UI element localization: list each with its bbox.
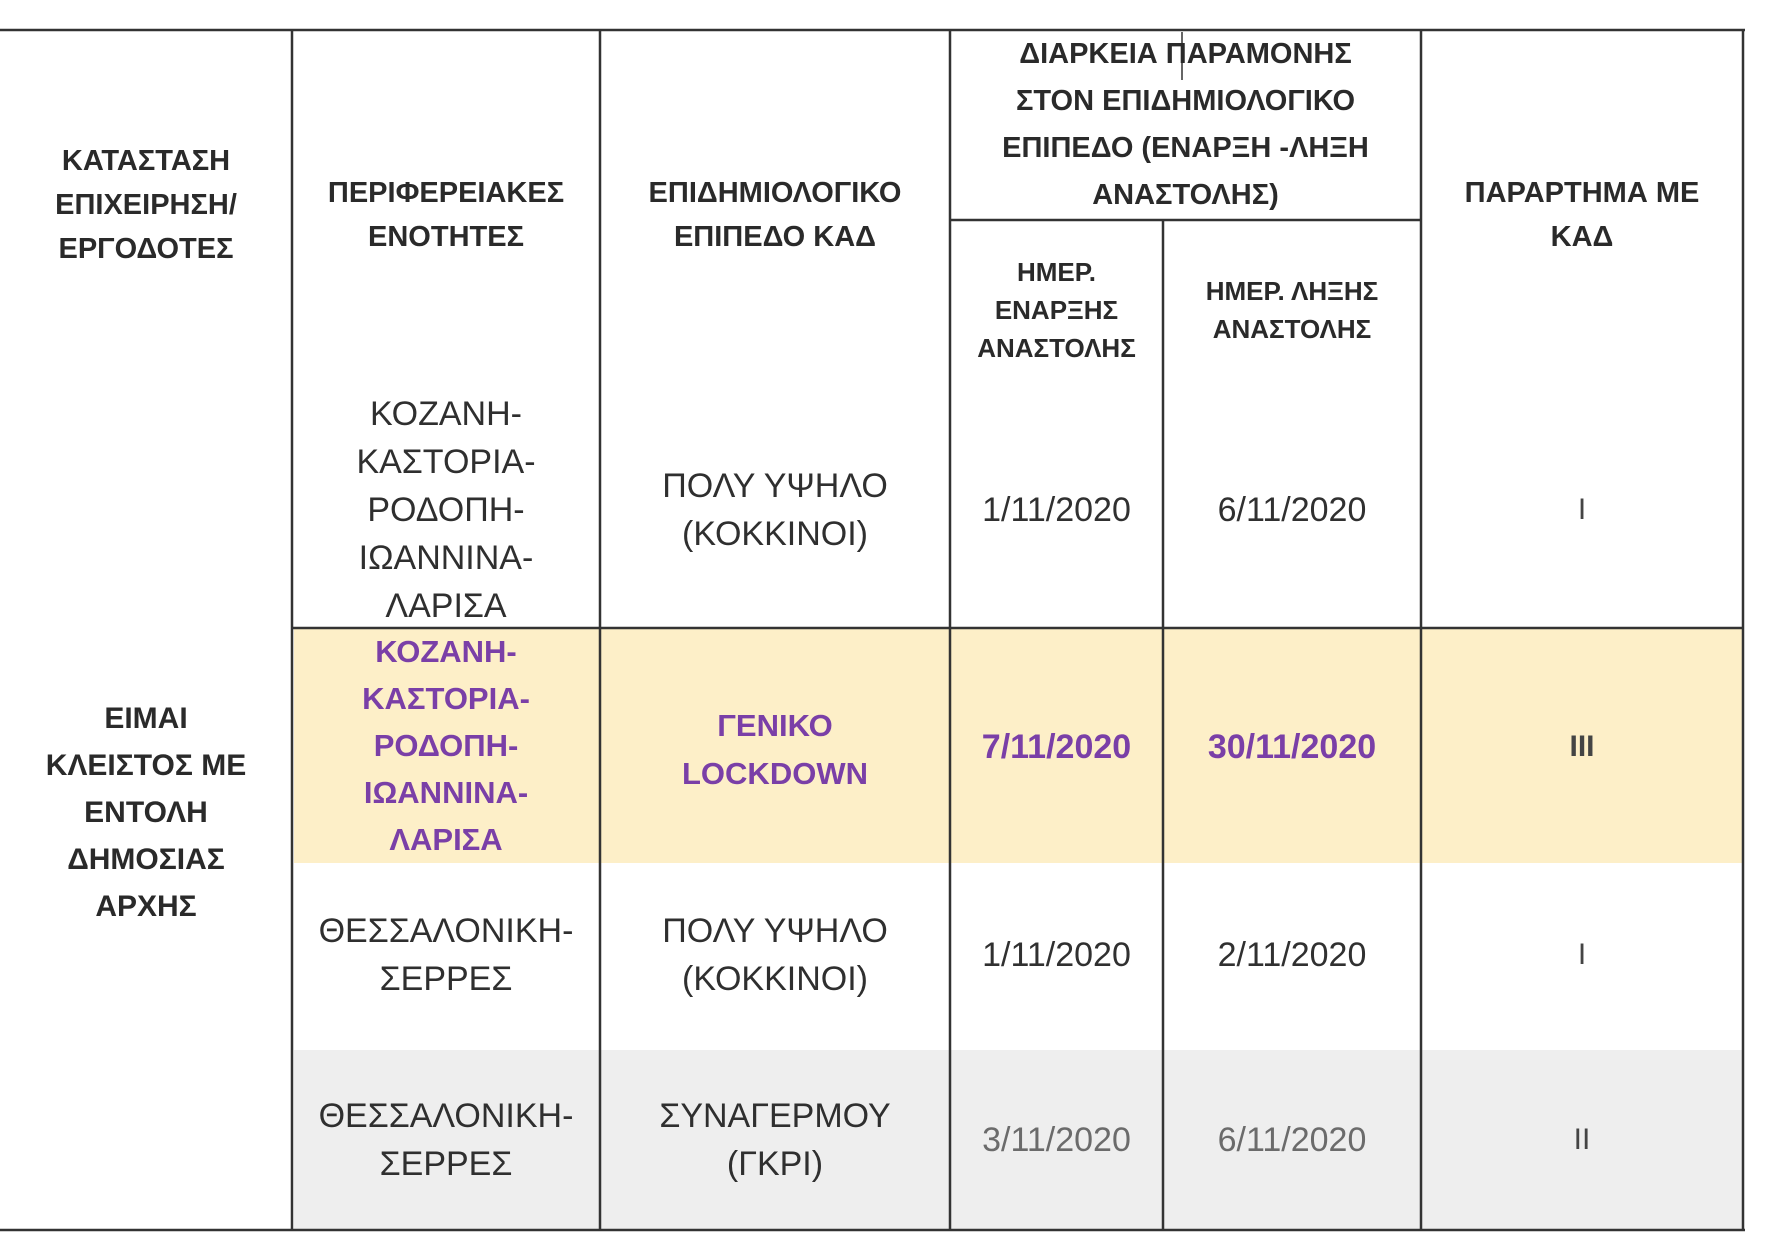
- header-level: ΕΠΙΔΗΜΙΟΛΟΓΙΚΟ ΕΠΙΠΕΔΟ ΚΑΔ: [648, 177, 902, 253]
- row1-level: ΠΟΛΥ ΥΨΗΛΟ (ΚΟΚΚΙΝΟΙ): [662, 467, 888, 553]
- header-status: ΚΑΤΑΣΤΑΣΗ ΕΠΙΧΕΙΡΗΣΗ/ ΕΡΓΟΔΟΤΕΣ: [55, 145, 237, 265]
- row2-end-date: 30/11/2020: [1207, 727, 1377, 766]
- row2-start-date: 7/11/2020: [981, 727, 1132, 766]
- row4-annex: II: [1573, 1123, 1591, 1156]
- row4-regions: ΘΕΣΣΑΛΟΝΙΚΗ- ΣΕΡΡΕΣ: [318, 1097, 574, 1183]
- row1-start-date: 1/11/2020: [982, 490, 1131, 529]
- row1-end-date: 6/11/2020: [1217, 490, 1367, 529]
- status-label: ΕΙΜΑΙ ΚΛΕΙΣΤΟΣ ΜΕ ΕΝΤΟΛΗ ΔΗΜΟΣΙΑΣ ΑΡΧΗΣ: [45, 702, 247, 923]
- row2-regions: ΚΟΖΑΝΗ- ΚΑΣΤΟΡΙΑ- ΡΟΔΟΠΗ- ΙΩΑΝΝΙΝΑ- ΛΑΡΙΣΑ: [362, 633, 530, 857]
- header-start-date: ΗΜΕΡ. ΕΝΑΡΞΗΣ ΑΝΑΣΤΟΛΗΣ: [977, 257, 1136, 363]
- row3-start-date: 1/11/2020: [982, 935, 1131, 974]
- row3-level: ΠΟΛΥ ΥΨΗΛΟ (ΚΟΚΚΙΝΟΙ): [662, 912, 888, 998]
- header-regions: ΠΕΡΙΦΕΡΕΙΑΚΕΣ ΕΝΟΤΗΤΕΣ: [327, 177, 565, 253]
- header-end-date: ΗΜΕΡ. ΛΗΞΗΣ ΑΝΑΣΤΟΛΗΣ: [1205, 276, 1379, 344]
- row4-level: ΣΥΝΑΓΕΡΜΟΥ (ΓΚΡΙ): [659, 1097, 891, 1183]
- row4-end-date: 6/11/2020: [1217, 1120, 1367, 1159]
- row3-end-date: 2/11/2020: [1217, 935, 1367, 974]
- header-duration: ΔΙΑΡΚΕΙΑ ΠΑΡΑΜΟΝΗΣ ΣΤΟΝ ΕΠΙΔΗΜΙΟΛΟΓΙΚΟ ΕΠΙΠΕΔΟ (ΕΝΑΡΞΗ -ΛΗΞΗ ΑΝΑΣΤΟΛΗΣ): [1002, 38, 1369, 211]
- row2-annex: III: [1569, 730, 1595, 763]
- row2-level: ΓΕΝΙΚΟ LOCKDOWN: [682, 708, 868, 791]
- row4-start-date: 3/11/2020: [982, 1120, 1131, 1159]
- row3-annex: I: [1577, 938, 1587, 971]
- row3-regions: ΘΕΣΣΑΛΟΝΙΚΗ- ΣΕΡΡΕΣ: [318, 912, 574, 998]
- row1-regions: ΚΟΖΑΝΗ- ΚΑΣΤΟΡΙΑ- ΡΟΔΟΠΗ- ΙΩΑΝΝΙΝΑ- ΛΑΡΙΣΑ: [356, 395, 536, 625]
- row1-annex: I: [1577, 493, 1587, 526]
- header-annex: ΠΑΡΑΡΤΗΜΑ ΜΕ ΚΑΔ: [1464, 177, 1700, 253]
